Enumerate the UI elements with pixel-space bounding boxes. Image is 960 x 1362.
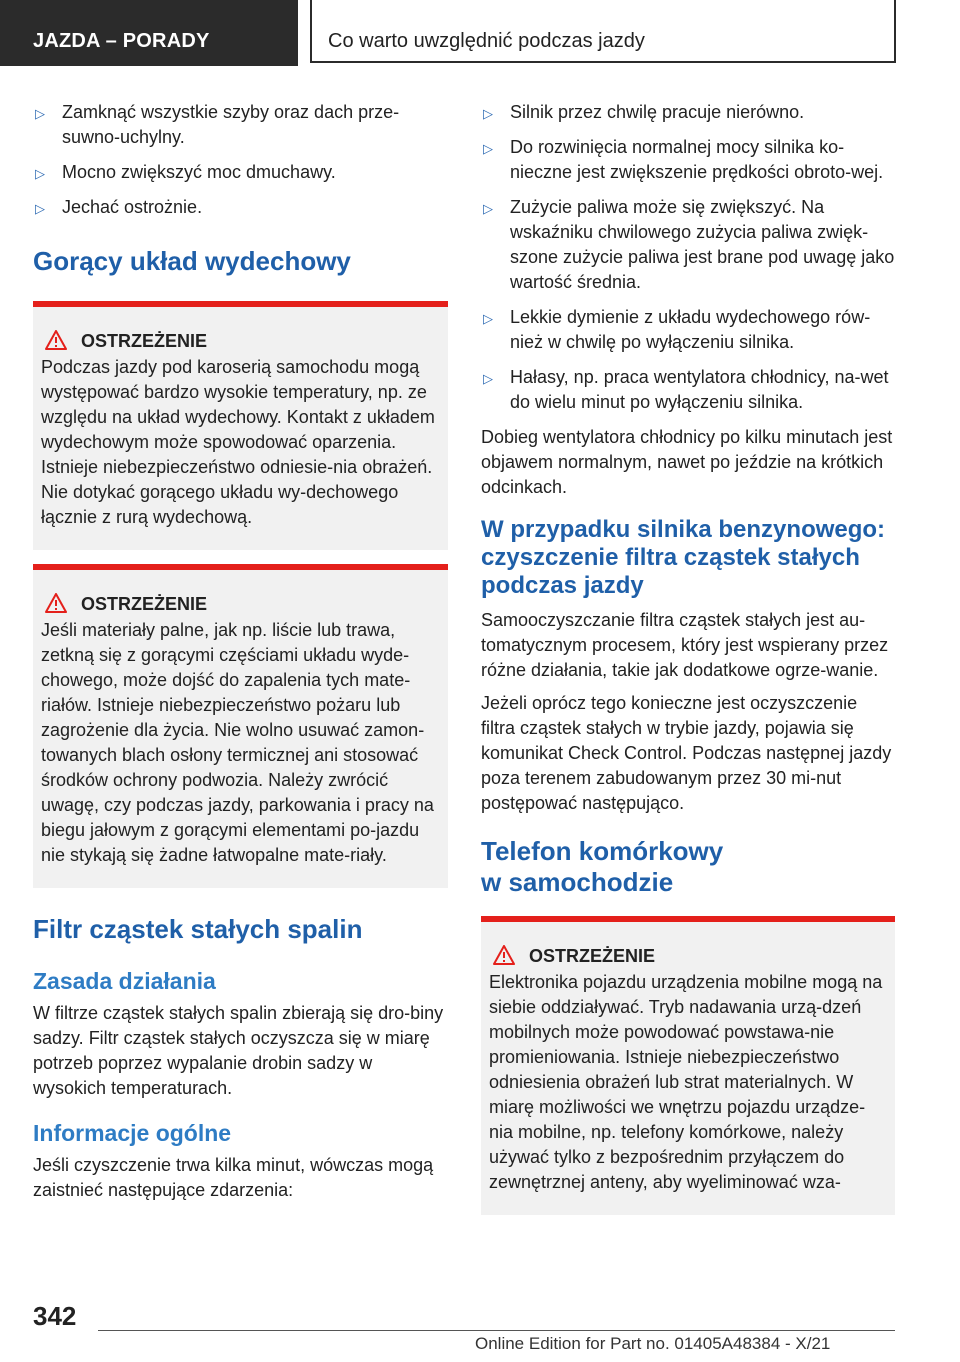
triangle-right-icon: ▷	[483, 311, 493, 326]
bullet-list	[481, 100, 895, 415]
warning-title: OSTRZEŻENIE	[81, 594, 208, 614]
heading-mobile-phone: Telefon komórkowy w samochodzie	[481, 836, 724, 897]
triangle-right-icon: ▷	[35, 106, 45, 121]
heading-particle-filter: Filtr cząstek stałych spalin	[33, 914, 363, 944]
triangle-right-icon: ▷	[483, 141, 493, 156]
right-column	[481, 100, 895, 1215]
warning-text: Elektronika pojazdu urządzenia mobilne mogą na siebie oddziaływać. Tryb nadawania urzą‐dzeń mobilnych może powodować powstawa‐nie promieniowania. Istnieje niebezpieczeństwo odniesienia obrażeń lub strat materialnych. W miarę możliwości we wnętrzu pojazdu urządze‐nia mobilne, np. telefony komórkowe, należy używać tylko z bezpośrednim przyłączem do zewnętrznej anteny, aby wyeliminować wza‐	[489, 972, 883, 1192]
list-item: ▷ Hałasy, np. praca wentylatora chłodnicy, na‐wet do wielu minut po wyłączeniu silnika.	[483, 367, 889, 412]
bullet-list	[33, 100, 448, 220]
warning-triangle-icon	[45, 593, 67, 613]
list-item: ▷ Lekkie dymienie z układu wydechowego rów‐nież w chwilę po wyłączeniu silnika.	[483, 307, 871, 352]
list-item: ▷ Zużycie paliwa może się zwiększyć. Na wskaźniku chwilowego zużycia paliwa zwięk‐szone zużycie paliwa jest brane pod uwagę jako wartość średnia.	[483, 197, 895, 292]
paragraph-general-info: Jeśli czyszczenie trwa kilka minut, wówczas mogą zaistnieć następujące zdarzenia:	[33, 1155, 434, 1200]
paragraph-petrol-1: Samooczyszczanie filtra cząstek stałych jest au‐tomatycznym procesem, który jest wspierany przez różne działania, takie jak dodatkowe ogrze‐wanie.	[481, 610, 889, 680]
triangle-right-icon: ▷	[483, 106, 493, 121]
section-tab	[0, 0, 298, 66]
left-column	[33, 100, 448, 1203]
heading-hot-exhaust: Gorący układ wydechowy	[33, 246, 351, 276]
list-item: ▷ Zamknąć wszystkie szyby oraz dach prze‐suwno-uchylny.	[35, 102, 400, 147]
heading-general-info: Informacje ogólne	[33, 1120, 232, 1146]
triangle-right-icon: ▷	[483, 371, 493, 386]
warning-text: Jeśli materiały palne, jak np. liście lub trawa, zetkną się z gorącymi częściami układu wyde‐chowego, może dojść do zapalenia tych mate‐riałów. Istnieje niebezpieczeństwo pożaru lub zagrożenie dla życia. Nie wolno usuwać zamon‐towanych blach osłony termicznej ani stosować środków ochrony podwozia. Należy zwrócić uwagę, czy podczas jazdy, parkowania i pracy na biegu jałowym z gorącymi elementami po‐jazdu nie stykają się żadne łatwopalne mate‐riały.	[41, 620, 434, 865]
page-number: 342	[33, 1301, 77, 1331]
triangle-right-icon: ▷	[483, 201, 493, 216]
list-item: ▷ Silnik przez chwilę pracuje nierówno.	[481, 100, 895, 125]
warning-box	[481, 916, 895, 1215]
warning-text: Podczas jazdy pod karoserią samochodu mogą występować bardzo wysokie temperatury, np. ze względu na układ wydechowy. Kontakt z układem wydechowym może spowodować oparzenia. Istnieje niebezpieczeństwo odniesie‐nia obrażeń. Nie dotykać gorącego układu wy‐dechowego łącznie z rurą wydechową.	[41, 357, 435, 527]
list-item: ▷ Jechać ostrożnie.	[33, 195, 448, 220]
chapter-tab	[310, 0, 896, 63]
paragraph-principle: W filtrze cząstek stałych spalin zbierają się dro‐biny sadzy. Filtr cząstek stałych oczyszcza się w miarę potrzeb poprzez wypalanie drobin sadzy w wysokich temperaturach.	[33, 1003, 444, 1098]
paragraph-fan: Dobieg wentylatora chłodnicy po kilku minutach jest objawem normalnym, nawet po jeździe na krótkich odcinkach.	[481, 427, 893, 497]
page-footer	[0, 1290, 960, 1362]
edition-note: Online Edition for Part no. 01405A48384 - X/21	[475, 1334, 831, 1353]
heading-principle: Zasada działania	[33, 968, 216, 994]
chapter-title: Co warto uwzględnić podczas jazdy	[328, 30, 645, 52]
triangle-right-icon: ▷	[35, 201, 45, 216]
page-header	[0, 0, 960, 66]
list-item: ▷ Do rozwinięcia normalnej mocy silnika ko‐nieczne jest zwiększenie prędkości obroto‐wej.	[483, 137, 884, 182]
paragraph-petrol-2: Jeżeli oprócz tego konieczne jest oczyszczenie filtra cząstek stałych w trybie jazdy, pojawia się komunikat Check Control. Podczas następnej jazdy poza terenem zabudowanym przez 30 mi‐nut postępować następująco.	[481, 693, 892, 813]
heading-petrol-engine: W przypadku silnika benzynowego: czyszczenie filtra cząstek stałych podczas jazdy	[481, 516, 886, 599]
triangle-right-icon: ▷	[35, 166, 45, 181]
warning-title: OSTRZEŻENIE	[81, 331, 208, 351]
section-title: JAZDA – PORADY	[33, 30, 210, 52]
warning-box	[33, 301, 448, 550]
warning-triangle-icon	[45, 330, 67, 350]
warning-box	[33, 564, 448, 888]
list-item: ▷ Mocno zwiększyć moc dmuchawy.	[33, 160, 448, 185]
footer-divider	[98, 1330, 895, 1331]
warning-triangle-icon	[493, 945, 515, 965]
warning-title: OSTRZEŻENIE	[529, 946, 656, 966]
